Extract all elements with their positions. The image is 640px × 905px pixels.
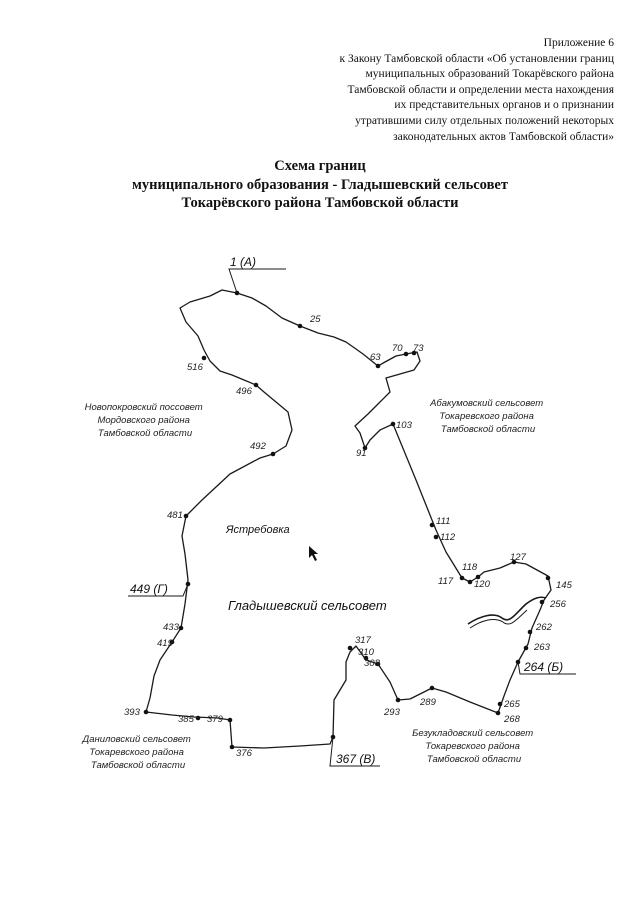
point-label: 63 (370, 352, 381, 363)
boundary-point (235, 291, 240, 296)
point-label: 120 (474, 579, 490, 590)
boundary-point (430, 686, 435, 691)
neighbor-line: Тамбовской области (440, 424, 536, 435)
title-line: Схема границ (274, 158, 366, 174)
boundary-point (528, 630, 533, 635)
boundary-point (228, 718, 233, 723)
boundary-point (540, 600, 545, 605)
neighbor-label-novopokrovsky (85, 402, 206, 439)
neighbor-label-danilovsky (82, 734, 194, 771)
point-label: 393 (124, 707, 140, 718)
neighbor-label-bezukladovsky (412, 728, 536, 765)
point-label: 308 (364, 658, 380, 669)
boundary-point (391, 422, 396, 427)
key-point-label: 1 (А) (230, 255, 257, 269)
boundary-point (254, 383, 259, 388)
municipality-label: Гладышевский сельсовет (228, 598, 387, 613)
point-label: 256 (550, 599, 566, 610)
appendix-line: их представительных органов и о признании (394, 99, 614, 112)
point-label: 91 (356, 448, 367, 459)
boundary-point (460, 576, 465, 581)
neighbor-line: Токаревского района (439, 411, 534, 422)
point-label: 385 (178, 714, 194, 725)
point-label: 310 (358, 647, 374, 658)
point-label: 496 (236, 386, 252, 397)
neighbor-line: Токаревского района (425, 741, 520, 752)
boundary-point (331, 735, 336, 740)
point-label: 118 (462, 562, 478, 573)
point-label: 433 (163, 622, 179, 633)
boundary-point (496, 711, 501, 716)
boundary-point (179, 626, 184, 631)
boundary-point (434, 535, 439, 540)
point-label: 263 (534, 642, 550, 653)
boundary-point (196, 716, 201, 721)
point-label: 112 (440, 532, 456, 543)
point-label: 25 (310, 314, 321, 325)
boundary-point (144, 710, 149, 715)
boundary-point (230, 745, 235, 750)
key-point-label: 264 (Б) (524, 660, 564, 674)
point-label: 481 (167, 510, 183, 521)
leader-line (229, 269, 286, 293)
title-line: муниципального образования - Гладышевский сельсовет (132, 176, 508, 193)
neighbor-line: Мордовского района (97, 415, 190, 426)
boundary-point (516, 660, 521, 665)
appendix-line: законодательных актов Тамбовской области» (393, 130, 614, 143)
key-point-label: 449 (Г) (130, 582, 168, 596)
point-label: 419 (157, 638, 173, 649)
boundary-point (184, 514, 189, 519)
appendix-line: Приложение 6 (543, 37, 614, 49)
appendix-line: муниципальных образований Токарёвского района (365, 68, 614, 81)
neighbor-line: Токаревского района (89, 747, 184, 758)
point-label: 379 (207, 714, 223, 725)
point-label: 289 (420, 697, 436, 708)
appendix-line: к Закону Тамбовской области «Об установлении границ (339, 52, 614, 65)
point-label: 262 (536, 622, 552, 633)
boundary-point (376, 364, 381, 369)
point-label: 268 (504, 714, 520, 725)
point-label: 317 (355, 635, 371, 646)
neighbor-line: Даниловский сельсовет (82, 734, 191, 745)
boundary-point (396, 698, 401, 703)
point-label: 293 (384, 707, 400, 718)
boundary-point (404, 352, 409, 357)
point-label: 117 (438, 576, 454, 587)
boundary-point (430, 523, 435, 528)
key-point-label: 367 (В) (336, 752, 376, 766)
point-label: 103 (396, 420, 412, 431)
boundary-point (546, 576, 551, 581)
boundary-point (186, 582, 191, 587)
boundary-point (524, 646, 529, 651)
river-line (468, 597, 546, 624)
neighbor-line: Безукладовский сельсовет (412, 728, 534, 739)
boundary-point (298, 324, 303, 329)
boundary-point (468, 580, 473, 585)
neighbor-line: Абакумовский сельсовет (430, 398, 544, 409)
point-label: 492 (250, 441, 266, 452)
neighbor-label-abakumovsky (429, 398, 546, 435)
neighbor-line: Тамбовской области (90, 760, 186, 771)
point-label: 376 (236, 748, 252, 759)
neighbor-line: Новопокровский поссовет (84, 402, 203, 413)
appendix-line: Тамбовской области и определении места нахождения (347, 83, 614, 96)
boundary-point (348, 646, 353, 651)
boundary-point (498, 702, 503, 707)
appendix-line: утратившими силу отдельных положений некоторых (355, 114, 614, 127)
settlement-label: Ястребовка (226, 524, 290, 536)
point-label: 111 (436, 516, 451, 527)
boundary-line (146, 290, 551, 748)
neighbor-line: Тамбовской области (426, 754, 522, 765)
point-label: 73 (413, 343, 424, 354)
neighbor-line: Тамбовской области (97, 428, 193, 439)
cursor-icon (309, 546, 318, 561)
point-label: 70 (392, 343, 403, 354)
point-label: 516 (187, 362, 203, 373)
title-line: Токарёвского района Тамбовской области (181, 195, 459, 211)
point-label: 127 (510, 552, 526, 563)
boundary-point (271, 452, 276, 457)
point-label: 145 (556, 580, 572, 591)
boundary-point (202, 356, 207, 361)
point-label: 265 (504, 699, 520, 710)
